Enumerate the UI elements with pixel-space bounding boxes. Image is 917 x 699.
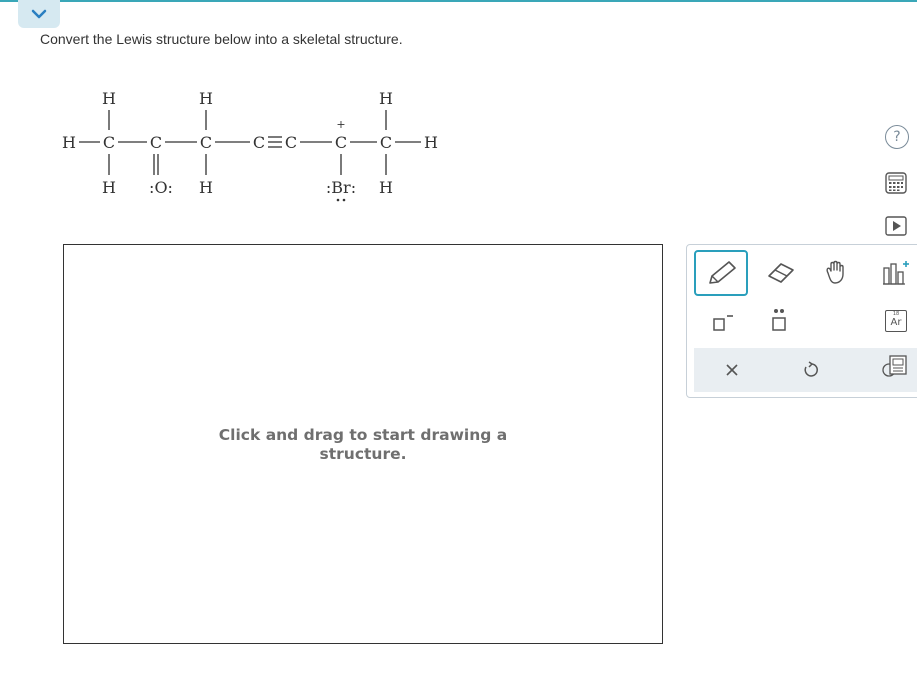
pencil-tool[interactable] — [694, 250, 748, 296]
question-prompt: Convert the Lewis structure below into a skeletal structure. — [40, 31, 403, 47]
help-icon: ? — [885, 125, 909, 149]
lone-pair-icon — [765, 305, 793, 335]
hand-tool[interactable] — [814, 255, 858, 289]
formal-charge: + — [336, 118, 346, 131]
chevron-down-icon — [31, 8, 47, 20]
top-accent-line — [0, 0, 917, 2]
atom-c1: C — [102, 133, 116, 152]
periodic-table-button[interactable] — [883, 308, 909, 334]
atom-oxygen: :O: — [149, 178, 173, 197]
hand-icon — [822, 259, 850, 285]
close-icon — [724, 362, 740, 378]
atom-bromine: :Br: — [325, 178, 357, 197]
periodic-element-icon: 18 Ar — [885, 310, 907, 332]
drawing-canvas[interactable] — [63, 244, 663, 644]
calculator-button[interactable] — [882, 170, 910, 196]
atom-h-bottom-7: H — [379, 178, 393, 197]
atom-h-left: H — [62, 133, 76, 152]
atom-c7: C — [379, 133, 393, 152]
help-button[interactable] — [884, 124, 910, 150]
collapse-toggle[interactable] — [18, 0, 60, 28]
atom-h-bottom-3: H — [199, 178, 213, 197]
atom-h-top-2: H — [199, 89, 213, 108]
undo-icon — [801, 361, 819, 379]
eraser-icon — [765, 260, 797, 284]
atom-h-top-3: H — [379, 89, 393, 108]
atom-h-right: H — [424, 133, 438, 152]
lewis-structure — [55, 80, 455, 210]
undo-button[interactable] — [792, 352, 828, 388]
atom-c3: C — [199, 133, 213, 152]
lone-pair-tool[interactable] — [757, 300, 801, 340]
charge-tool[interactable] — [699, 300, 743, 340]
clear-button[interactable] — [714, 352, 750, 388]
atom-c5: C — [284, 133, 298, 152]
data-chart-button[interactable] — [880, 256, 912, 290]
pencil-icon — [704, 259, 738, 287]
templates-button[interactable] — [878, 352, 912, 382]
eraser-tool[interactable] — [759, 255, 803, 289]
bar-chart-add-icon — [881, 258, 911, 288]
canvas-hint: Click and drag to start drawing a structure. — [218, 426, 508, 463]
atom-h-top-1: H — [102, 89, 116, 108]
atom-c4: C — [252, 133, 266, 152]
play-icon — [884, 215, 908, 237]
calculator-icon — [884, 171, 908, 195]
atom-h-bottom-1: H — [102, 178, 116, 197]
atom-c2: C — [149, 133, 163, 152]
templates-icon — [879, 353, 911, 381]
charge-icon — [707, 307, 735, 333]
atom-c6: C — [334, 133, 348, 152]
video-button[interactable] — [882, 213, 910, 239]
